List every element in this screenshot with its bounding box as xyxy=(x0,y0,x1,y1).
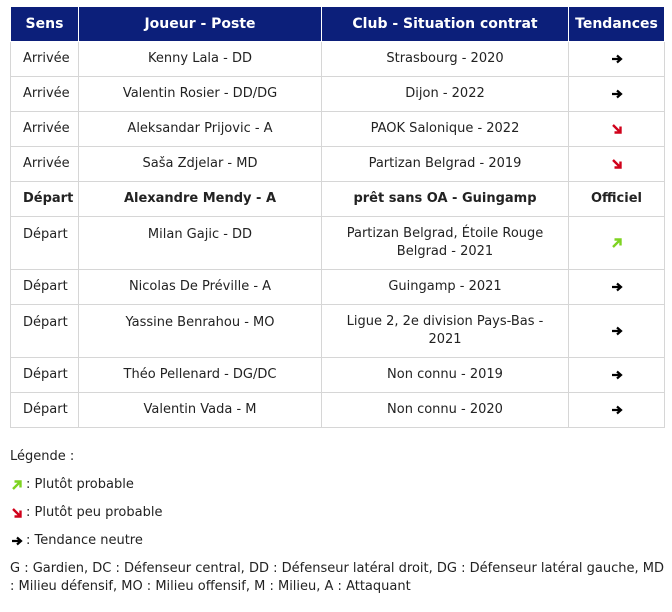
legend xyxy=(10,448,665,596)
arrow-up-right-icon xyxy=(10,478,24,492)
sens-cell: Départ xyxy=(11,393,79,428)
legend-neutral-label: : Tendance neutre xyxy=(26,533,143,548)
club-cell: prêt sans OA - Guingamp xyxy=(322,182,569,217)
table-row xyxy=(11,77,665,112)
club-cell: Non connu - 2020 xyxy=(322,393,569,428)
table-row xyxy=(11,112,665,147)
sens-cell: Arrivée xyxy=(11,42,79,77)
table-row xyxy=(11,182,665,217)
arrow-down-right-icon xyxy=(10,506,24,520)
legend-down-label: : Plutôt peu probable xyxy=(26,505,163,520)
player-cell: Milan Gajic - DD xyxy=(79,217,322,270)
club-cell: Partizan Belgrad - 2019 xyxy=(322,147,569,182)
trend-cell xyxy=(569,147,665,182)
player-cell: Valentin Vada - M xyxy=(79,393,322,428)
table-row xyxy=(11,147,665,182)
table-row xyxy=(11,42,665,77)
club-cell: Dijon - 2022 xyxy=(322,77,569,112)
player-cell: Yassine Benrahou - MO xyxy=(79,305,322,358)
sens-cell: Départ xyxy=(11,358,79,393)
trend-cell xyxy=(569,305,665,358)
player-cell: Nicolas De Préville - A xyxy=(79,270,322,305)
club-cell: PAOK Salonique - 2022 xyxy=(322,112,569,147)
arrow-right-icon xyxy=(610,324,624,338)
table-row xyxy=(11,217,665,270)
legend-abbreviations: G : Gardien, DC : Défenseur central, DD : Défenseur latéral droit, DG : Défenseur latéral gauche, MD : Milieu défensif, MO : Milieu offensif, M : Milieu, A : Attaquant xyxy=(10,561,664,594)
sens-cell: Arrivée xyxy=(11,147,79,182)
arrow-right-icon xyxy=(610,87,624,101)
transfers-table xyxy=(10,6,665,428)
legend-title: Légende : xyxy=(10,449,75,464)
arrow-right-icon xyxy=(610,280,624,294)
table-row xyxy=(11,393,665,428)
arrow-right-icon xyxy=(610,52,624,66)
trend-cell xyxy=(569,77,665,112)
trend-text-cell: Officiel xyxy=(569,182,665,217)
legend-down xyxy=(10,504,665,522)
table-header-row xyxy=(11,7,665,42)
trend-cell xyxy=(569,112,665,147)
sens-cell: Départ xyxy=(11,217,79,270)
table-row xyxy=(11,358,665,393)
trend-cell xyxy=(569,42,665,77)
arrow-down-right-icon xyxy=(610,122,624,136)
legend-neutral xyxy=(10,532,665,550)
arrow-right-icon xyxy=(610,403,624,417)
table-row xyxy=(11,305,665,358)
sens-cell: Arrivée xyxy=(11,77,79,112)
player-cell: Aleksandar Prijovic - A xyxy=(79,112,322,147)
header-player: Joueur - Poste xyxy=(79,7,322,42)
player-cell: Alexandre Mendy - A xyxy=(79,182,322,217)
sens-cell: Départ xyxy=(11,182,79,217)
arrow-right-icon xyxy=(10,534,24,548)
club-cell: Non connu - 2019 xyxy=(322,358,569,393)
table-row xyxy=(11,270,665,305)
club-cell: Strasbourg - 2020 xyxy=(322,42,569,77)
legend-up-label: : Plutôt probable xyxy=(26,477,134,492)
player-cell: Valentin Rosier - DD/DG xyxy=(79,77,322,112)
header-club: Club - Situation contrat xyxy=(322,7,569,42)
sens-cell: Arrivée xyxy=(11,112,79,147)
header-trend: Tendances xyxy=(569,7,665,42)
trend-cell xyxy=(569,217,665,270)
player-cell: Saša Zdjelar - MD xyxy=(79,147,322,182)
club-cell: Partizan Belgrad, Étoile Rouge Belgrad - 2021 xyxy=(322,217,569,270)
sens-cell: Départ xyxy=(11,305,79,358)
arrow-up-right-icon xyxy=(610,236,624,250)
arrow-right-icon xyxy=(610,368,624,382)
club-cell: Ligue 2, 2e division Pays-Bas - 2021 xyxy=(322,305,569,358)
player-cell: Théo Pellenard - DG/DC xyxy=(79,358,322,393)
trend-cell xyxy=(569,358,665,393)
trend-cell xyxy=(569,270,665,305)
trend-cell xyxy=(569,393,665,428)
arrow-down-right-icon xyxy=(610,157,624,171)
player-cell: Kenny Lala - DD xyxy=(79,42,322,77)
sens-cell: Départ xyxy=(11,270,79,305)
club-cell: Guingamp - 2021 xyxy=(322,270,569,305)
header-sens: Sens xyxy=(11,7,79,42)
legend-up xyxy=(10,476,665,494)
